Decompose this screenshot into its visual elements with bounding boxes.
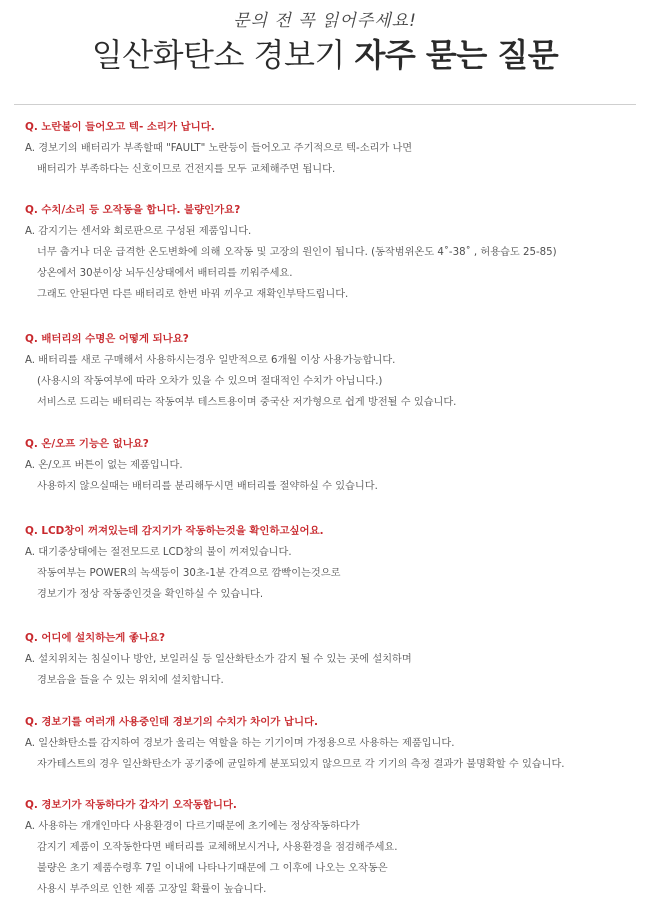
- faq-answer: [0, 649, 650, 691]
- page-title-main: 일산화탄소 경보기: [91, 36, 355, 74]
- faq-answer: [0, 350, 650, 413]
- page-title-emphasis: 자주 묻는 질문: [354, 36, 559, 74]
- faq-answer-line: 자가테스트의 경우 일산화탄소가 공기중에 균일하게 분포되있지 않으므로 각 기기의 측정 결과가 불명확할 수 있습니다.: [37, 759, 565, 770]
- faq-question: Q. LCD창이 꺼져있는데 감지기가 작동하는것을 확인하고싶어요.: [25, 525, 324, 537]
- faq-question: Q. 경보기를 여러개 사용중인데 경보기의 수치가 차이가 납니다.: [25, 716, 318, 728]
- faq-answer-line: A. 대기중상태에는 절전모드로 LCD창의 불이 꺼져있습니다.: [25, 547, 292, 558]
- faq-answer: [0, 816, 650, 900]
- faq-answer: [0, 138, 650, 180]
- header-divider: [14, 104, 636, 105]
- faq-answer-line: 불량은 초기 제품수령후 7일 이내에 나타나기때문에 그 이후에 나오는 오작동은: [37, 863, 388, 874]
- faq-question: Q. 온/오프 기능은 없나요?: [25, 438, 149, 450]
- faq-item: [0, 524, 650, 605]
- faq-question: Q. 어디에 설치하는게 좋나요?: [25, 632, 166, 644]
- faq-question: Q. 배터리의 수명은 어떻게 되나요?: [25, 333, 189, 345]
- page-title: [0, 30, 650, 76]
- faq-answer-line: A. 일산화탄소를 감지하여 경보가 울리는 역할을 하는 기기이며 가정용으로 사용하는 제품입니다.: [25, 738, 455, 749]
- faq-answer-line: 너무 춥거나 더운 급격한 온도변화에 의해 오작동 및 고장의 원인이 됩니다. (동작범위온도 4˚-38˚ , 허용습도 25-85): [37, 247, 557, 258]
- faq-answer-line: 사용하지 않으실때는 배터리를 분리해두시면 배터리를 절약하실 수 있습니다.: [37, 481, 378, 492]
- faq-item: [0, 332, 650, 413]
- faq-list: [0, 120, 650, 900]
- faq-item: [0, 437, 650, 497]
- faq-answer: [0, 221, 650, 305]
- faq-answer-line: 경보음을 들을 수 있는 위치에 설치합니다.: [37, 675, 224, 686]
- faq-item: [0, 715, 650, 775]
- faq-item: [0, 631, 650, 691]
- faq-answer-line: 서비스로 드리는 배터리는 작동여부 테스트용이며 중국산 저가형으로 쉽게 방전될 수 있습니다.: [37, 397, 457, 408]
- faq-answer-line: A. 설치위치는 침실이나 방안, 보일러실 등 일산화탄소가 감지 될 수 있는 곳에 설치하며: [25, 654, 412, 665]
- faq-answer-line: 경보기가 정상 작동중인것을 확인하실 수 있습니다.: [37, 589, 264, 600]
- faq-answer-line: A. 온/오프 버튼이 없는 제품입니다.: [25, 460, 183, 471]
- faq-answer-line: A. 경보기의 배터리가 부족할때 "FAULT" 노란등이 들어오고 주기적으로 텍-소리가 나면: [25, 143, 413, 154]
- faq-item: [0, 120, 650, 180]
- faq-answer-line: A. 사용하는 개개인마다 사용환경이 다르기때문에 초기에는 정상작동하다가: [25, 821, 360, 832]
- faq-question: Q. 수치/소리 등 오작동을 합니다. 불량인가요?: [25, 204, 241, 216]
- faq-item: [0, 203, 650, 305]
- faq-answer-line: 감지기 제품이 오작동한다면 배터리를 교체해보시거나, 사용환경을 점검해주세요.: [37, 842, 398, 853]
- faq-answer: [0, 455, 650, 497]
- faq-answer-line: 작동여부는 POWER의 녹색등이 30초-1분 간격으로 깜빡이는것으로: [37, 568, 341, 579]
- faq-answer-line: 그래도 안된다면 다른 배터리로 한번 바꿔 끼우고 재확인부탁드립니다.: [37, 289, 349, 300]
- faq-answer-line: 배터리가 부족하다는 신호이므로 건전지를 모두 교체해주면 됩니다.: [37, 164, 336, 175]
- faq-answer-line: 상온에서 30분이상 뇌두신상태에서 배터리를 끼워주세요.: [37, 268, 293, 279]
- faq-question: Q. 경보기가 작동하다가 갑자기 오작동합니다.: [25, 799, 237, 811]
- faq-answer: [0, 733, 650, 775]
- faq-answer-line: (사용시의 작동여부에 따라 오차가 있을 수 있으며 절대적인 수치가 아닙니다.): [37, 376, 383, 387]
- faq-answer-line: A. 배터리를 새로 구매해서 사용하시는경우 일반적으로 6개월 이상 사용가능합니다.: [25, 355, 396, 366]
- faq-answer-line: 사용시 부주의로 인한 제품 고장일 확률이 높습니다.: [37, 884, 267, 895]
- faq-question: Q. 노란불이 들어오고 텍- 소리가 납니다.: [25, 121, 215, 133]
- faq-answer: [0, 542, 650, 605]
- header-subtitle: 문의 전 꼭 읽어주세요!: [233, 11, 417, 31]
- faq-answer-line: A. 감지기는 센서와 회로판으로 구성된 제품입니다.: [25, 226, 252, 237]
- faq-item: [0, 798, 650, 900]
